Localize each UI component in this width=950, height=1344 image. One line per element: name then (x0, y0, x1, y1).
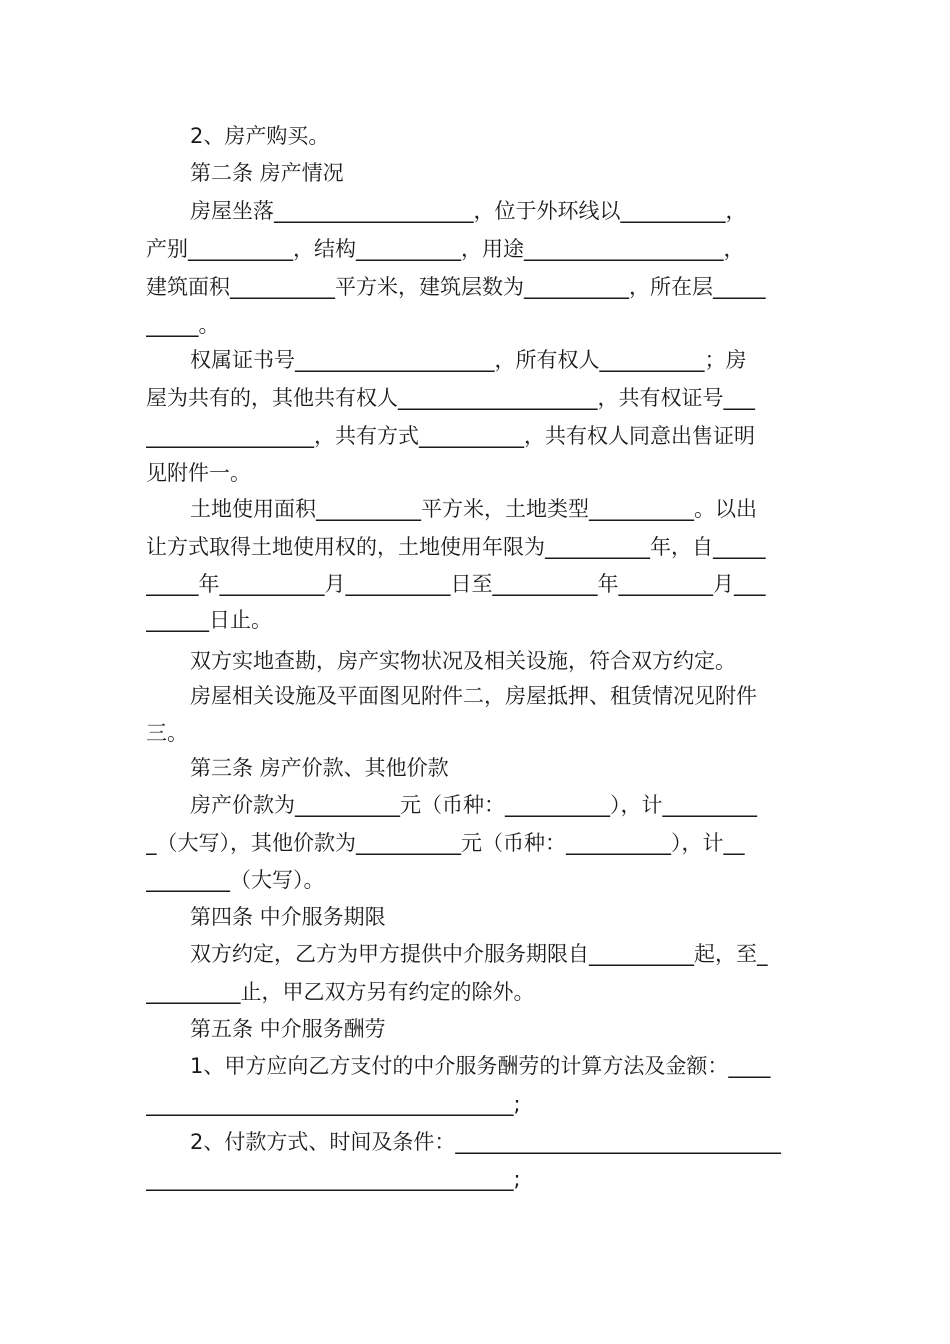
clause-2-purchase: 2、房产购买。 (190, 124, 330, 148)
article-5-heading: 第五条 中介服务酬劳 (190, 1017, 386, 1041)
land-use-dates-line: _____年__________月__________日至__________年_________月___ (146, 572, 766, 596)
land-use-end-line: ______日止。 (146, 608, 272, 632)
house-location-line: 房屋坐落___________________，位于外环线以__________， (190, 199, 747, 223)
attachment-three-line: 三。 (146, 721, 188, 745)
attachment-two-line: 房屋相关设施及平面图见附件二，房屋抵押、租赁情况见附件 (190, 684, 757, 708)
co-ownership-method-line: ________________，共有方式__________，共有权人同意出售证明 (146, 424, 755, 448)
property-price-line: 房产价款为__________元（币种：__________），计_________ (190, 793, 757, 817)
article-3-heading: 第三条 房产价款、其他价款 (190, 756, 449, 780)
property-type-line: 产别__________，结构__________，用途___________________， (146, 237, 745, 261)
co-owner-line: 屋为共有的，其他共有权人___________________，共有权证号___ (146, 386, 755, 410)
land-use-term-line: 让方式取得土地使用权的，土地使用年限为__________年，自_____ (146, 535, 766, 559)
building-area-line: 建筑面积__________平方米，建筑层数为__________，所在层_____ (146, 275, 766, 299)
article-4-heading: 第四条 中介服务期限 (190, 905, 386, 929)
service-period-line: 双方约定，乙方为甲方提供中介服务期限自__________起，至_ (190, 942, 768, 966)
article-2-heading: 第二条 房产情况 (190, 161, 344, 185)
price-uppercase-line: ________（大写）。 (146, 868, 325, 892)
fee-calculation-line: 1、甲方应向乙方支付的中介服务酬劳的计算方法及金额：____ (190, 1054, 771, 1078)
payment-terms-blank-line: ___________________________________; (146, 1167, 521, 1191)
attachment-one-line: 见附件一。 (146, 461, 251, 485)
site-inspection-line: 双方实地查勘，房产实物状况及相关设施，符合双方约定。 (190, 649, 736, 673)
other-price-line: _（大写），其他价款为__________元（币种：__________），计__ (146, 831, 745, 855)
fee-calculation-blank-line: ___________________________________; (146, 1092, 521, 1116)
payment-terms-line: 2、付款方式、时间及条件：_______________________________ (190, 1130, 781, 1154)
certificate-number-line: 权属证书号___________________，所有权人__________；房 (190, 348, 747, 372)
floor-continuation-line: _____。 (146, 313, 220, 337)
land-area-line: 土地使用面积__________平方米，土地类型__________。以出 (190, 497, 757, 521)
service-period-end-line: _________止，甲乙双方另有约定的除外。 (146, 980, 535, 1004)
